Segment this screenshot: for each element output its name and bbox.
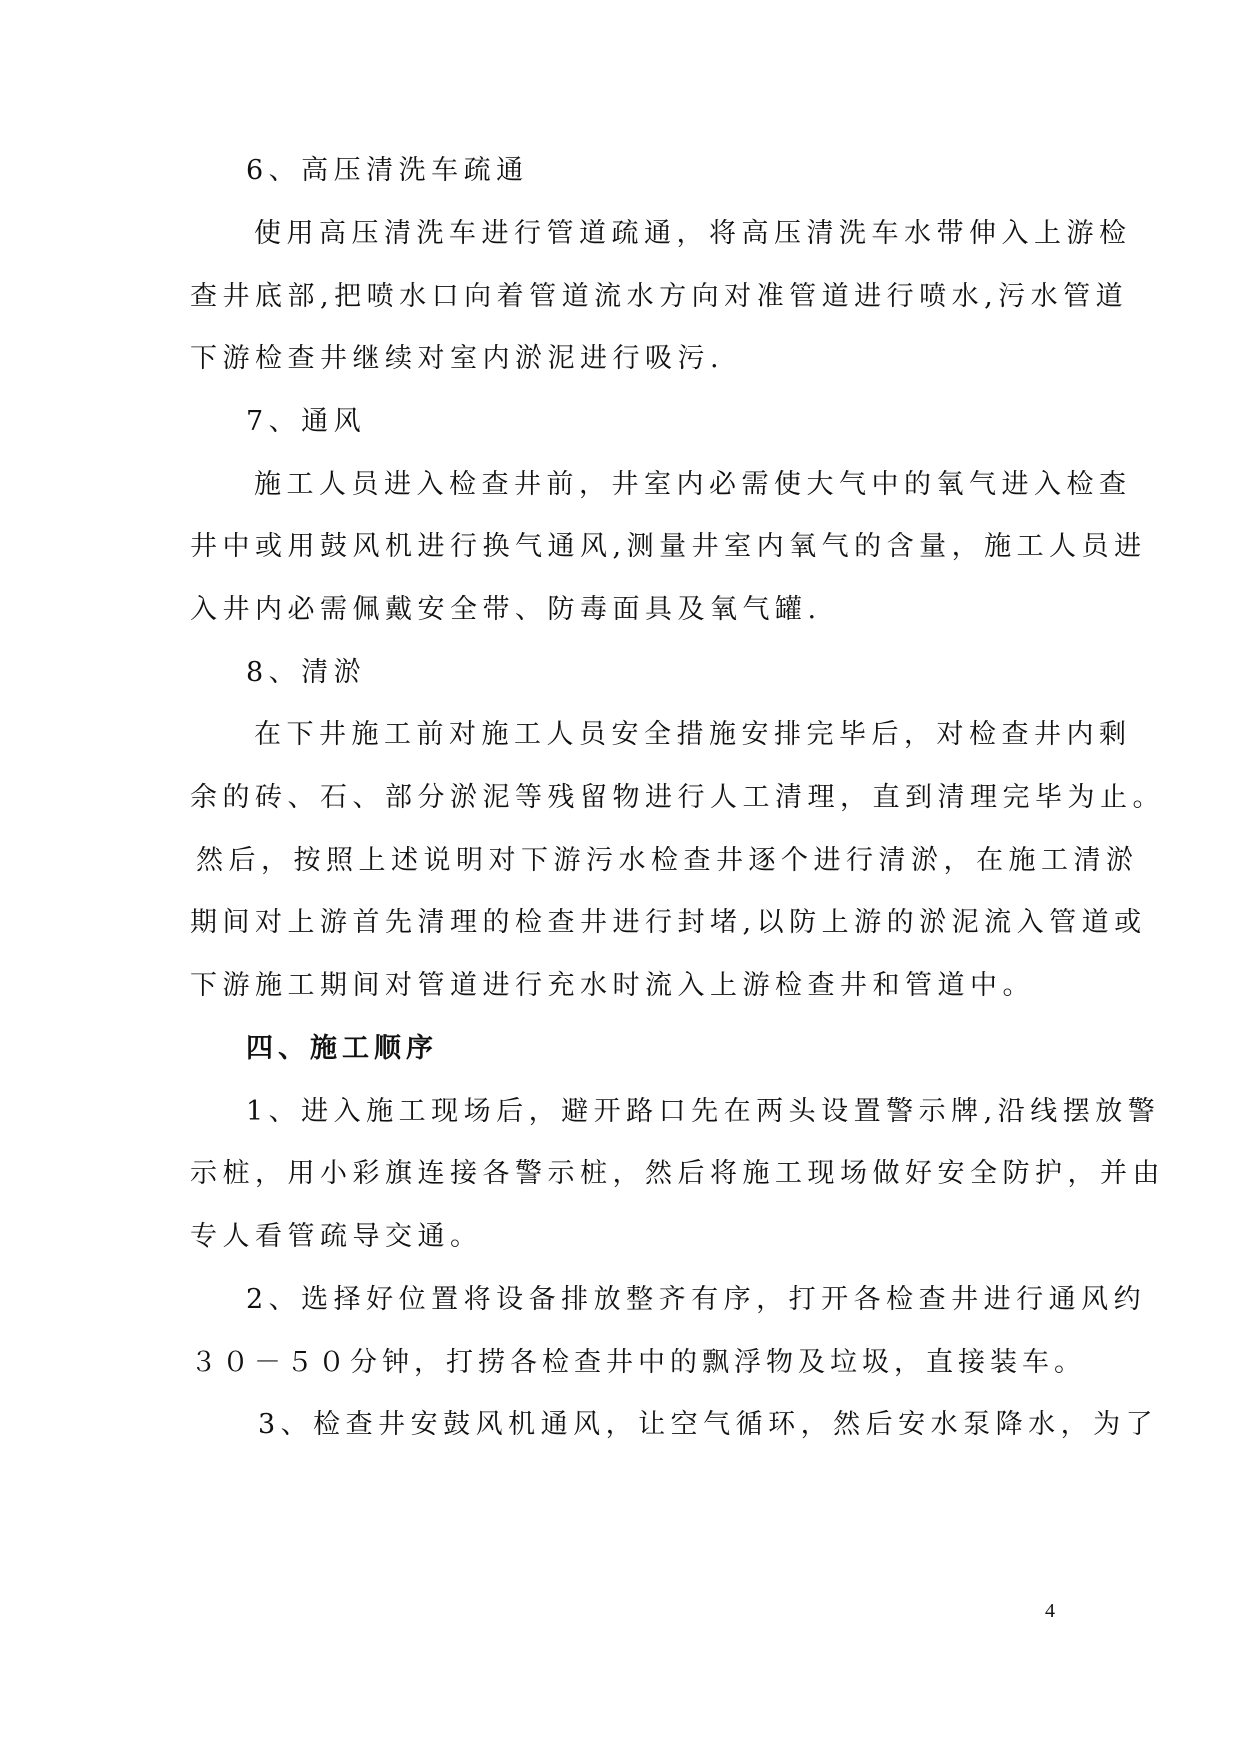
paragraph-line: 下游检查井继续对室内淤泥进行吸污. xyxy=(190,343,725,374)
paragraph-line: 查井底部,把喷水口向着管道流水方向对准管道进行喷水,污水管道 xyxy=(190,281,1129,312)
paragraph-line: ３０－５０分钟，打捞各检查井中的飘浮物及垃圾，直接装车。 xyxy=(190,1347,1086,1378)
paragraph-line: 下游施工期间对管道进行充水时流入上游检查井和管道中。 xyxy=(190,970,1035,1001)
paragraph-line: 1、进入施工现场后，避开路口先在两头设置警示牌,沿线摆放警 xyxy=(246,1096,1161,1127)
paragraph-line: 专人看管疏导交通。 xyxy=(190,1221,483,1252)
section-heading-8: 8、清淤 xyxy=(246,657,367,688)
paragraph-line: 然后，按照上述说明对下游污水检查井逐个进行清淤，在施工清淤 xyxy=(196,845,1139,876)
section-heading-7: 7、通风 xyxy=(246,406,367,437)
paragraph-line: 2、选择好位置将设备排放整齐有序，打开各检查井进行通风约 xyxy=(246,1284,1147,1315)
paragraph-line: 余的砖、石、部分淤泥等残留物进行人工清理，直到清理完毕为止。 xyxy=(190,782,1165,813)
paragraph-line: 示桩，用小彩旗连接各警示桩，然后将施工现场做好安全防护，并由 xyxy=(190,1158,1165,1189)
chapter-heading-construction-sequence: 四、施工顺序 xyxy=(246,1033,438,1064)
section-heading-6: 6、高压清洗车疏通 xyxy=(246,155,529,186)
paragraph-line: 入井内必需佩戴安全带、防毒面具及氧气罐. xyxy=(190,594,822,625)
page-number: 4 xyxy=(1045,1600,1055,1622)
paragraph-line: 3、检查井安鼓风机通风，让空气循环，然后安水泵降水，为了 xyxy=(258,1409,1159,1440)
paragraph-line: 施工人员进入检查井前，井室内必需使大气中的氧气进入检查 xyxy=(254,469,1132,500)
paragraph-line: 在下井施工前对施工人员安全措施安排完毕后，对检查井内剩 xyxy=(254,719,1132,750)
paragraph-line: 使用高压清洗车进行管道疏通，将高压清洗车水带伸入上游检 xyxy=(254,218,1132,249)
paragraph-line: 井中或用鼓风机进行换气通风,测量井室内氧气的含量，施工人员进 xyxy=(190,531,1147,562)
paragraph-line: 期间对上游首先清理的检查井进行封堵,以防上游的淤泥流入管道或 xyxy=(190,907,1147,938)
